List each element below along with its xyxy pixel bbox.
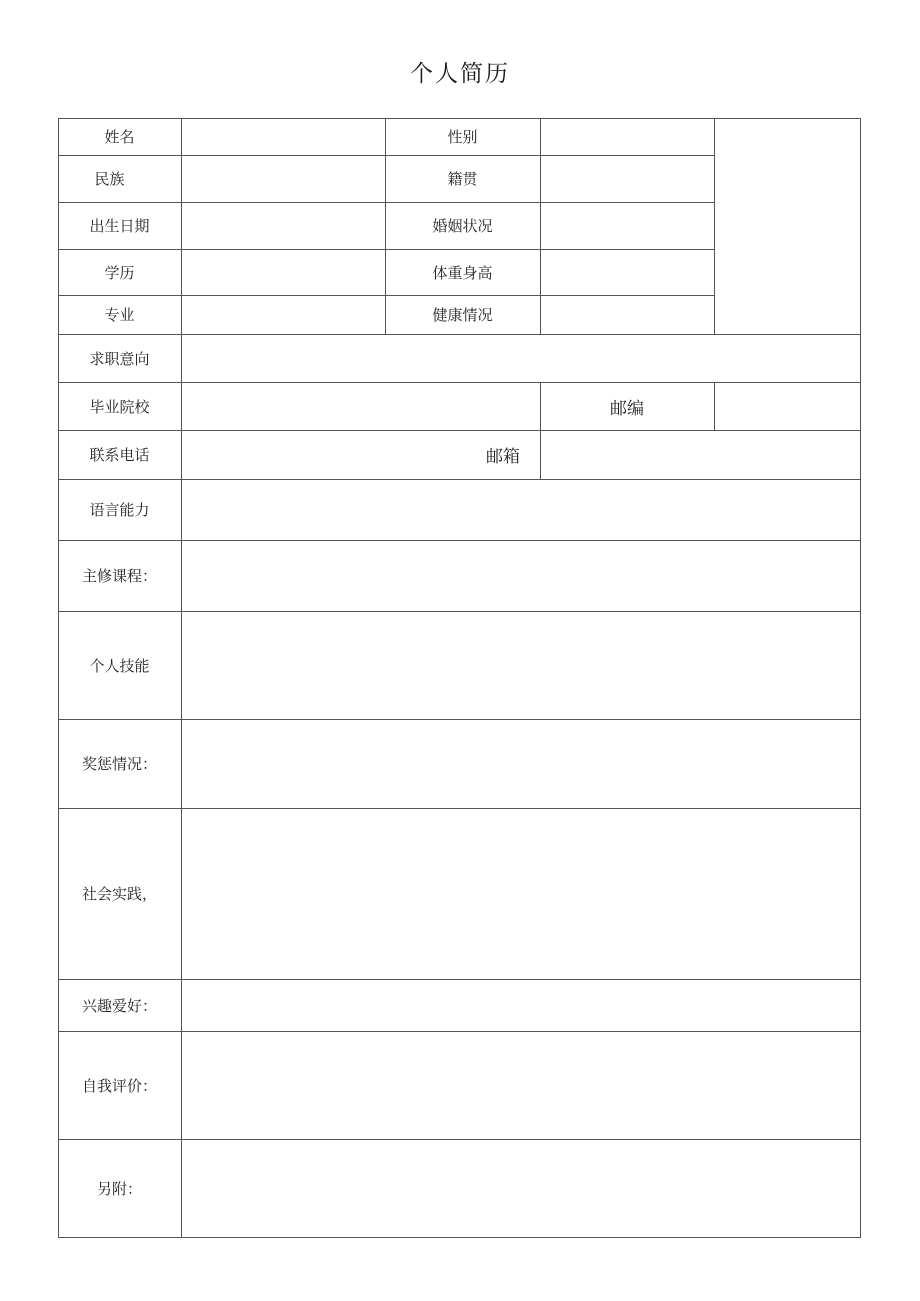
school-value-cell[interactable] — [181, 382, 540, 430]
attachment-value-cell[interactable] — [181, 1139, 860, 1237]
practice-value-cell[interactable] — [181, 808, 860, 979]
awards-value-cell[interactable] — [181, 719, 860, 808]
height-weight-label: 体重身高 — [432, 263, 493, 282]
photo-cell[interactable] — [714, 118, 860, 334]
ethnicity-value-cell[interactable] — [181, 155, 385, 202]
postcode-label: 邮编 — [610, 398, 644, 419]
gender-value-cell[interactable] — [540, 118, 714, 155]
native-place-value-cell[interactable] — [540, 155, 714, 202]
email-value-cell[interactable] — [540, 430, 860, 479]
awards-label: 奖惩情况： — [81, 755, 157, 773]
skills-value-cell[interactable] — [181, 611, 860, 719]
birth-date-value-cell[interactable] — [181, 202, 385, 249]
postcode-value-cell[interactable] — [714, 382, 860, 430]
marital-status-label: 婚姻状况 — [432, 217, 493, 235]
practice-label: 社会实践， — [81, 885, 157, 903]
ethnicity-label: 民族 — [94, 170, 125, 188]
education-label: 学历 — [104, 263, 135, 282]
name-value-cell[interactable] — [181, 118, 385, 155]
courses-label: 主修课程： — [81, 567, 157, 585]
job-intention-value-cell[interactable] — [181, 334, 860, 382]
skills-label: 个人技能 — [89, 656, 150, 675]
courses-value-cell[interactable] — [181, 540, 860, 611]
hobbies-label: 兴趣爱好： — [81, 996, 157, 1015]
language-value-cell[interactable] — [181, 479, 860, 540]
email-label: 邮箱 — [486, 447, 520, 467]
page-title: 个人简历 — [410, 61, 510, 87]
major-label: 专业 — [104, 306, 135, 324]
job-intention-label: 求职意向 — [89, 349, 150, 368]
hobbies-value-cell[interactable] — [181, 979, 860, 1031]
resume-table — [58, 118, 861, 1238]
self-eval-value-cell[interactable] — [181, 1031, 860, 1139]
self-eval-label: 自我评价： — [81, 1076, 157, 1095]
language-label: 语言能力 — [89, 501, 150, 519]
health-value-cell[interactable] — [540, 295, 714, 334]
gender-label: 性别 — [447, 128, 478, 146]
phone-label: 联系电话 — [89, 446, 150, 464]
education-value-cell[interactable] — [181, 249, 385, 295]
birth-date-label: 出生日期 — [89, 217, 150, 235]
attachment-label: 另附： — [96, 1179, 142, 1198]
native-place-label: 籍贯 — [447, 170, 478, 188]
height-weight-value-cell[interactable] — [540, 249, 714, 295]
school-label: 毕业院校 — [89, 397, 150, 416]
name-label: 姓名 — [104, 128, 135, 146]
marital-status-value-cell[interactable] — [540, 202, 714, 249]
health-label: 健康情况 — [432, 306, 493, 324]
major-value-cell[interactable] — [181, 295, 385, 334]
